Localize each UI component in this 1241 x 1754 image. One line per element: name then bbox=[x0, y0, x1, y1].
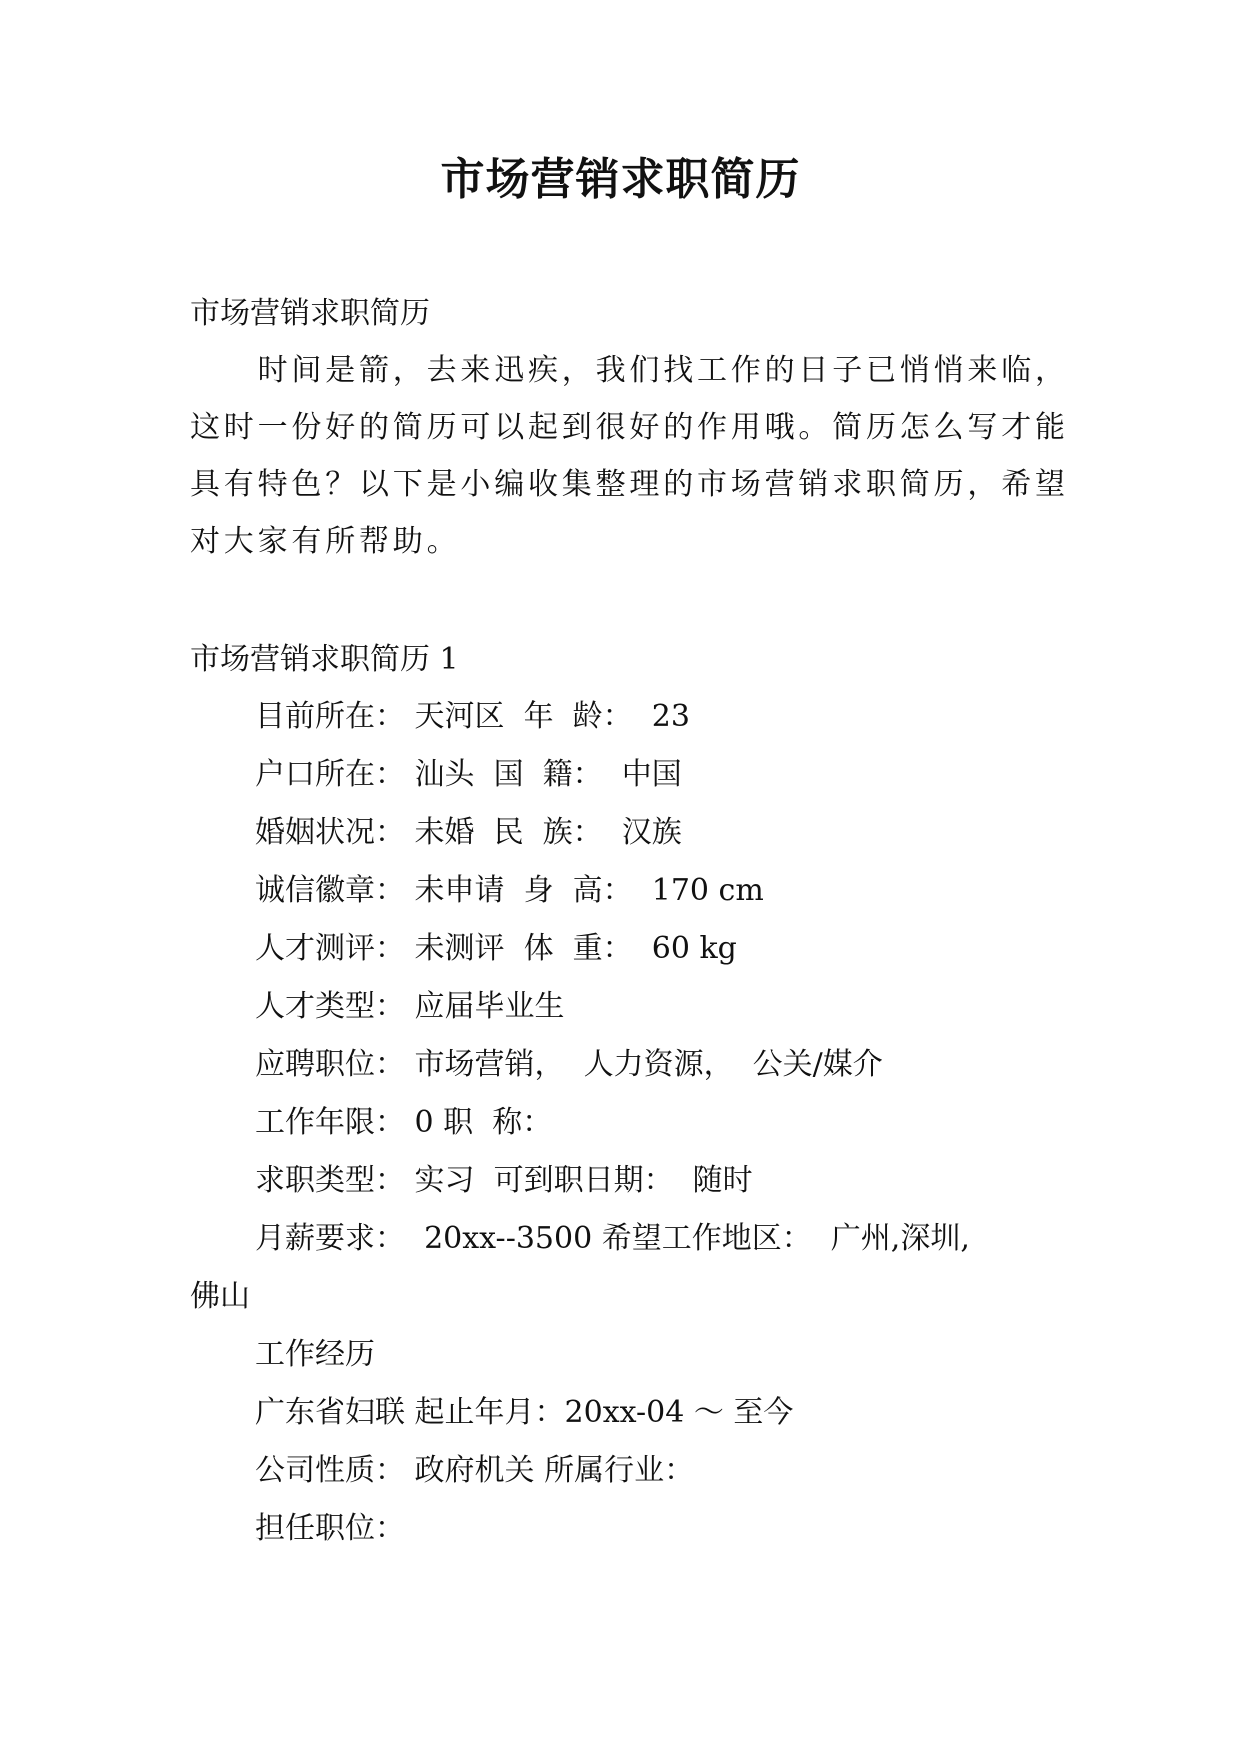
resume-line: 婚姻状况： 未婚 民 族： 汉族 bbox=[255, 815, 682, 850]
work-line: 广东省妇联 起止年月：20xx-04 ～ 至今 bbox=[255, 1395, 794, 1430]
section-heading: 市场营销求职简历 bbox=[190, 296, 430, 331]
document-title: 市场营销求职简历 bbox=[440, 154, 801, 205]
resume-line: 目前所在： 天河区 年 龄： 23 bbox=[255, 699, 690, 734]
resume-line: 求职类型： 实习 可到职日期： 随时 bbox=[255, 1163, 753, 1198]
intro-line: 时间是箭，去来迅疾，我们找工作的日子已悄悄来临， bbox=[190, 353, 1069, 388]
resume-line: 应聘职位： 市场营销， 人力资源， 公关/媒介 bbox=[255, 1047, 883, 1082]
resume-heading: 市场营销求职简历 1 bbox=[190, 642, 459, 677]
resume-line: 月薪要求： 20xx--3500 希望工作地区： 广州,深圳, bbox=[255, 1221, 970, 1256]
work-line: 担任职位： bbox=[255, 1511, 405, 1546]
intro-line: 这时一份好的简历可以起到很好的作用哦。简历怎么写才能 bbox=[190, 410, 1069, 445]
intro-line: 对大家有所帮助。 bbox=[190, 524, 461, 559]
work-heading: 工作经历 bbox=[255, 1337, 375, 1372]
resume-line-wrap: 佛山 bbox=[190, 1279, 250, 1314]
resume-line: 人才测评： 未测评 体 重： 60 kg bbox=[255, 931, 737, 966]
resume-line: 人才类型： 应届毕业生 bbox=[255, 989, 565, 1024]
intro-line: 具有特色？以下是小编收集整理的市场营销求职简历，希望 bbox=[190, 467, 1069, 502]
resume-line: 工作年限： 0 职 称： bbox=[255, 1105, 553, 1140]
work-line: 公司性质： 政府机关 所属行业： bbox=[255, 1453, 695, 1488]
resume-line: 户口所在： 汕头 国 籍： 中国 bbox=[255, 757, 682, 792]
resume-line: 诚信徽章： 未申请 身 高： 170 cm bbox=[255, 873, 764, 908]
